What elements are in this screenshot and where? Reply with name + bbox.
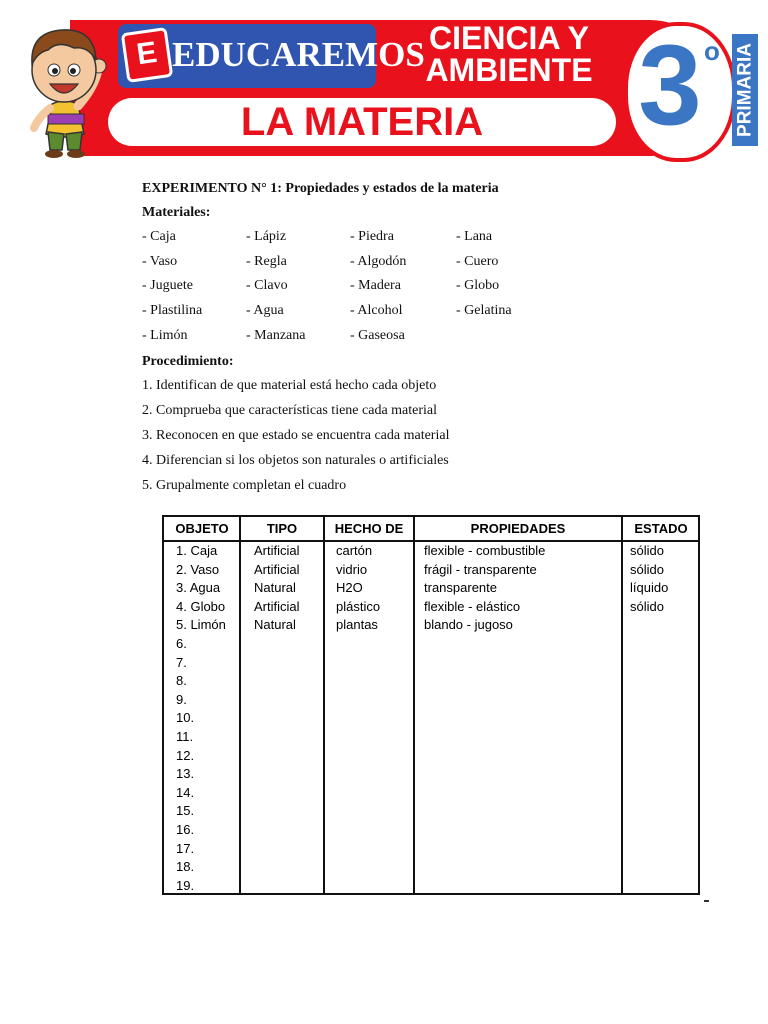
table-cell: Artificial xyxy=(254,598,300,614)
table-cell: Artificial xyxy=(254,543,300,558)
page-title: LA MATERIA xyxy=(240,100,484,144)
table-cell: 13. xyxy=(176,766,195,782)
procedure-step: 3. Reconocen en que estado se encuentra cada material xyxy=(142,428,450,443)
procedure-heading: Procedimiento: xyxy=(142,354,234,369)
table-cell: 17. xyxy=(176,840,195,856)
table-cell: transparente xyxy=(424,580,497,596)
table-row xyxy=(164,728,698,747)
procedure-steps xyxy=(142,378,562,503)
table-cell: 2. Vaso xyxy=(176,561,220,577)
table-cell: 3. Agua xyxy=(176,580,221,596)
material-item: - Clavo xyxy=(246,278,288,294)
table-cell: H2O xyxy=(336,580,363,596)
table-cell: 19. xyxy=(176,877,195,893)
table-cell: 16. xyxy=(176,821,195,837)
material-item: - Alcohol xyxy=(350,303,403,319)
table-row xyxy=(164,840,698,859)
table-cell: 12. xyxy=(176,747,195,763)
table-cell: Natural xyxy=(254,580,296,596)
table-header xyxy=(164,517,698,542)
material-item: - Agua xyxy=(246,303,284,319)
table-cell: blando - jugoso xyxy=(424,617,513,633)
subject-line-2: AMBIENTE xyxy=(425,52,593,88)
material-item: - Vaso xyxy=(142,253,178,269)
table-row xyxy=(164,654,698,673)
material-item: - Madera xyxy=(350,278,401,294)
procedure-step: 4. Diferencian si los objetos son naturales o artificiales xyxy=(142,453,449,468)
material-item: - Caja xyxy=(142,229,176,244)
table-row xyxy=(164,802,698,821)
table-cell: cartón xyxy=(336,543,373,558)
procedure-step: 1. Identifican de que material está hecho cada objeto xyxy=(142,378,437,393)
table-row xyxy=(164,765,698,784)
material-item: - Plastilina xyxy=(142,303,203,319)
table-row xyxy=(164,542,698,561)
material-item: - Gaseosa xyxy=(350,327,405,343)
table-cell: 14. xyxy=(176,784,195,800)
material-item: - Manzana xyxy=(246,327,306,343)
results-table xyxy=(162,515,700,895)
column-header: HECHO DE xyxy=(334,521,404,536)
table-cell: plantas xyxy=(336,617,378,633)
materials-row xyxy=(142,303,542,328)
table-cell: frágil - transparente xyxy=(424,561,537,577)
table-cell: flexible - elástico xyxy=(424,598,521,614)
table-cell: 6. xyxy=(176,635,187,651)
brand-name: EDUCAREMOS xyxy=(172,35,425,74)
table-row xyxy=(164,747,698,766)
table-row xyxy=(164,616,698,635)
column-header: PROPIEDADES xyxy=(470,521,566,536)
procedure-step: 5. Grupalmente completan el cuadro xyxy=(142,478,347,493)
material-item: - Lana xyxy=(456,229,493,244)
table-cell: 18. xyxy=(176,859,195,875)
grade-ordinal: o xyxy=(704,36,720,66)
column-header: OBJETO xyxy=(175,521,229,536)
material-item: - Limón xyxy=(142,327,188,343)
materials-row xyxy=(142,278,542,303)
table-cell: sólido xyxy=(630,543,664,558)
table-row xyxy=(164,635,698,654)
materials-row xyxy=(142,229,542,254)
table-cell: vidrio xyxy=(336,561,368,577)
table-cell: 9. xyxy=(176,691,187,707)
table-row xyxy=(164,858,698,877)
table-cell: 4. Globo xyxy=(176,598,226,614)
table-row xyxy=(164,561,698,580)
table-cell: 11. xyxy=(176,728,194,744)
table-body xyxy=(164,542,698,895)
table-row xyxy=(164,672,698,691)
material-item: - Algodón xyxy=(350,253,407,269)
table-row xyxy=(164,821,698,840)
material-item: - Piedra xyxy=(350,229,394,244)
table-cell: 10. xyxy=(176,710,195,726)
subject-line-1: CIENCIA Y xyxy=(428,20,590,56)
table-row xyxy=(164,598,698,617)
table-cell: líquido xyxy=(630,580,669,596)
table-row xyxy=(164,709,698,728)
brand-badge-letter: E xyxy=(134,35,159,72)
material-item: - Cuero xyxy=(456,253,499,269)
material-item: - Globo xyxy=(456,278,500,294)
level-label: PRIMARIA xyxy=(734,43,756,137)
table-cell: 7. xyxy=(176,654,187,670)
table-cell: sólido xyxy=(630,561,664,577)
table-row xyxy=(164,784,698,803)
column-header: ESTADO xyxy=(634,521,688,536)
materials-row xyxy=(142,328,542,353)
table-row xyxy=(164,579,698,598)
column-header: TIPO xyxy=(266,521,298,536)
materials-row xyxy=(142,254,542,279)
table-cell: plástico xyxy=(336,598,381,614)
grade-number: 3 xyxy=(638,22,702,149)
table-cell: 5. Limón xyxy=(176,617,226,633)
table-cell: 15. xyxy=(176,803,195,819)
table-cell: flexible - combustible xyxy=(424,543,546,558)
page-mark xyxy=(704,900,709,902)
mascot-boy-icon xyxy=(14,18,114,158)
table-cell: Natural xyxy=(254,617,296,633)
materials-heading: Materiales: xyxy=(142,205,211,220)
table-cell: 8. xyxy=(176,673,187,689)
table-cell: sólido xyxy=(630,598,664,614)
table-cell: Artificial xyxy=(254,561,300,577)
table-row xyxy=(164,877,698,896)
material-item: - Regla xyxy=(246,253,287,269)
subject-title xyxy=(392,22,626,86)
material-item: - Juguete xyxy=(142,278,193,294)
materials-list xyxy=(142,229,542,352)
material-item: - Gelatina xyxy=(456,303,512,319)
experiment-title: EXPERIMENTO N° 1: Propiedades y estados de la materia xyxy=(142,181,499,196)
table-row xyxy=(164,691,698,710)
table-cell: 1. Caja xyxy=(176,543,218,558)
material-item: - Lápiz xyxy=(246,229,287,244)
procedure-step: 2. Comprueba que características tiene cada material xyxy=(142,403,438,418)
